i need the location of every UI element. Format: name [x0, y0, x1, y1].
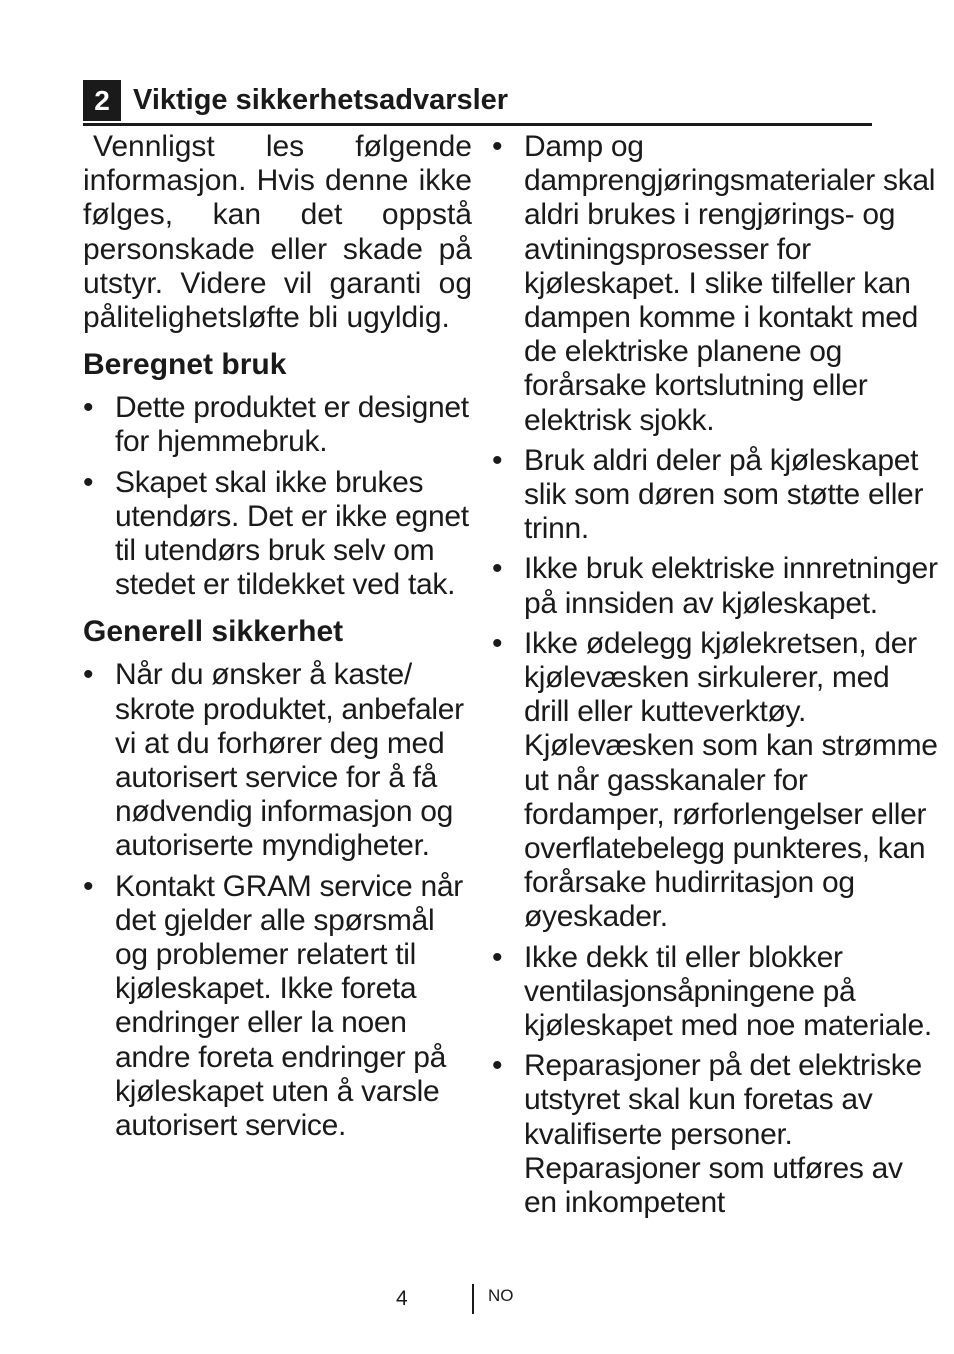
list-item-text: Damp og damprengjøringsmaterialer skal aldri brukes i rengjørings- og avtiningsprosesser for kjøleskapet. I slike tilfeller kan dampen komme i kontakt med de elektriske planene og forårsake kortslutning eller elektrisk sjokk. — [524, 130, 936, 437]
bullet-icon: • — [492, 1049, 503, 1083]
chapter-number-badge: 2 — [83, 80, 121, 121]
list-item — [492, 627, 942, 935]
bullet-icon: • — [492, 552, 503, 586]
list-item-text: Når du ønsker å kaste/ skrote produktet, anbefaler vi at du forhører deg med autorisert service for å få nødvendig informasjon og autoriserte myndigheter. — [115, 658, 464, 863]
list-item — [492, 444, 942, 547]
list-item — [492, 941, 942, 1044]
section-heading-general-safety: Generell sikkerhet — [83, 615, 344, 649]
chapter-header — [83, 80, 872, 126]
list-item — [83, 870, 472, 1144]
section-heading-intended-use: Beregnet bruk — [83, 348, 287, 382]
list-item-text: Dette produktet er designet for hjemmebruk. — [115, 391, 469, 459]
safety-warnings-list — [492, 130, 942, 1220]
right-column — [492, 130, 942, 1226]
list-item — [83, 658, 472, 863]
list-item-text: Ikke dekk til eller blokker ventilasjonsåpningene på kjøleskapet med noe materiale. — [524, 940, 932, 1043]
bullet-icon: • — [83, 869, 94, 903]
list-item — [492, 130, 942, 438]
bullet-icon: • — [492, 443, 503, 477]
list-item-text: Ikke bruk elektriske innretninger på innsiden av kjøleskapet. — [524, 552, 938, 620]
bullet-icon: • — [492, 940, 503, 974]
chapter-title: Viktige sikkerhetsadvarsler — [133, 84, 509, 116]
general-safety-list — [83, 658, 472, 1143]
footer-divider — [472, 1284, 474, 1314]
bullet-icon: • — [83, 658, 94, 692]
bullet-icon: • — [83, 391, 94, 425]
list-item-text: Reparasjoner på det elektriske utstyret skal kun foretas av kvalifiserte personer. Reparasjoner som utføres av en inkompetent — [524, 1049, 922, 1220]
language-code: NO — [488, 1286, 514, 1305]
bullet-icon: • — [83, 465, 94, 499]
page-number: 4 — [396, 1287, 408, 1310]
list-item-text: Skapet skal ikke brukes utendørs. Det er ikke egnet til utendørs bruk selv om stedet er tildekket ved tak. — [115, 465, 469, 602]
bullet-icon: • — [492, 130, 503, 163]
left-column — [83, 130, 472, 1149]
intro-paragraph: Vennligst les følgende informasjon. Hvis denne ikke følges, kan det oppstå personskade eller skade på utstyr. Videre vil garanti og pålitelighetsløfte bli ugyldig. — [83, 130, 472, 335]
list-item — [83, 466, 472, 603]
bullet-icon: • — [492, 626, 503, 660]
list-item-text: Bruk aldri deler på kjøleskapet slik som døren som støtte eller trinn. — [524, 443, 924, 546]
list-item-text: Ikke ødelegg kjølekretsen, der kjølevæsken sirkulerer, med drill eller kutteverktøy. Kjølevæsken som kan strømme ut når gasskanaler for fordamper, rørforlengelser eller overflatebelegg punkteres, kan forårsake hudirritasjon og øyeskader. — [524, 626, 938, 934]
list-item-text: Kontakt GRAM service når det gjelder alle spørsmål og problemer relatert til kjøleskapet. Ikke foreta endringer eller la noen andre foreta endringer på kjøleskapet uten å varsle autorisert service. — [115, 869, 463, 1143]
list-item — [492, 552, 942, 620]
intended-use-list — [83, 391, 472, 602]
list-item — [83, 391, 472, 459]
list-item — [492, 1049, 942, 1220]
